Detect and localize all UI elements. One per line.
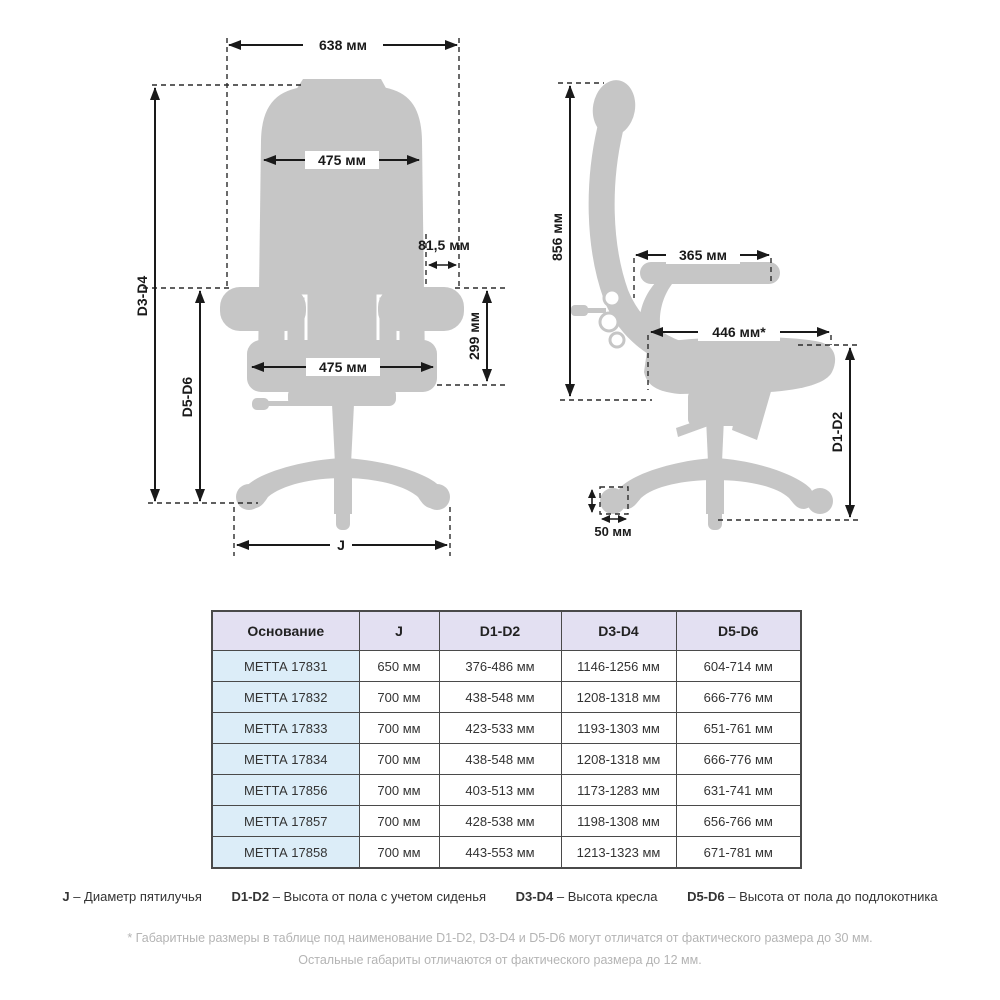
legend (0, 889, 1000, 904)
model-name: МЕТТА 17856 (212, 775, 359, 806)
value-j: 650 мм (359, 651, 439, 682)
footnote-line-2: Остальные габариты отличаются от фактического размера до 12 мм. (298, 953, 702, 967)
chair-height-code-label: D3-D4 (134, 275, 150, 317)
model-name: МЕТТА 17858 (212, 837, 359, 869)
dim-caster-label: 50 мм (594, 524, 632, 539)
value-d3d4: 1193-1303 мм (561, 713, 676, 744)
model-name: МЕТТА 17833 (212, 713, 359, 744)
value-j: 700 мм (359, 744, 439, 775)
footnote-line-1: * Габаритные размеры в таблице под наименование D1-D2, D3-D4 и D5-D6 могут отличатся от фактического размера до 30 мм. (127, 931, 873, 945)
value-d1d2: 438-548 мм (439, 682, 561, 713)
table-row (212, 682, 801, 713)
value-d5d6: 631-741 мм (676, 775, 801, 806)
model-name: МЕТТА 17834 (212, 744, 359, 775)
value-d1d2: 376-486 мм (439, 651, 561, 682)
dim-armrest-offset-label: 81,5 мм (418, 237, 470, 253)
value-d3d4: 1213-1323 мм (561, 837, 676, 869)
col-header-base: Основание (212, 611, 359, 651)
value-d3d4: 1208-1318 мм (561, 744, 676, 775)
value-j: 700 мм (359, 806, 439, 837)
front-view-chair-illustration (220, 79, 464, 530)
value-d3d4: 1173-1283 мм (561, 775, 676, 806)
table-row (212, 806, 801, 837)
table-header-row (212, 611, 801, 651)
value-d3d4: 1198-1308 мм (561, 806, 676, 837)
value-d5d6: 651-761 мм (676, 713, 801, 744)
legend-item-d1d2: D1-D2 – Высота от пола с учетом сиденья (231, 889, 487, 904)
legend-item-d5d6: D5-D6 – Высота от пола до подлокотника (687, 889, 938, 904)
value-d3d4: 1208-1318 мм (561, 682, 676, 713)
table-row (212, 744, 801, 775)
value-d1d2: 443-553 мм (439, 837, 561, 869)
value-j: 700 мм (359, 837, 439, 869)
dim-armrest-length-label: 365 мм (679, 247, 727, 263)
dim-top-width-label: 638 мм (319, 37, 367, 53)
col-header-j: J (359, 611, 439, 651)
legend-item-d3d4: D3-D4 – Высота кресла (515, 889, 658, 904)
side-view-chair-illustration (571, 77, 835, 530)
floor-to-seat-code-label: D1-D2 (829, 411, 845, 453)
col-header-d1d2: D1-D2 (439, 611, 561, 651)
value-j: 700 мм (359, 775, 439, 806)
value-d3d4: 1146-1256 мм (561, 651, 676, 682)
value-d5d6: 666-776 мм (676, 744, 801, 775)
table-row (212, 713, 801, 744)
value-d1d2: 423-533 мм (439, 713, 561, 744)
table-row (212, 837, 801, 869)
dim-backrest-width-label: 475 мм (318, 152, 366, 168)
dim-seat-width-label: 475 мм (319, 359, 367, 375)
dim-seat-depth-label: 446 мм* (712, 324, 766, 340)
dim-armrest-to-seat-label: 299 мм (466, 312, 482, 360)
dim-back-height-label: 856 мм (549, 213, 565, 261)
value-d5d6: 671-781 мм (676, 837, 801, 869)
model-name: МЕТТА 17857 (212, 806, 359, 837)
value-d5d6: 666-776 мм (676, 682, 801, 713)
col-header-d5d6: D5-D6 (676, 611, 801, 651)
value-j: 700 мм (359, 682, 439, 713)
legend-item-j: J – Диаметр пятилучья (62, 889, 202, 904)
value-d5d6: 604-714 мм (676, 651, 801, 682)
table-row (212, 775, 801, 806)
value-d5d6: 656-766 мм (676, 806, 801, 837)
floor-to-armrest-code-label: D5-D6 (179, 376, 195, 418)
value-j: 700 мм (359, 713, 439, 744)
base-diameter-code-label: J (337, 537, 345, 553)
model-name: МЕТТА 17832 (212, 682, 359, 713)
value-d1d2: 403-513 мм (439, 775, 561, 806)
value-d1d2: 428-538 мм (439, 806, 561, 837)
spec-table (211, 610, 802, 869)
table-row (212, 651, 801, 682)
col-header-d3d4: D3-D4 (561, 611, 676, 651)
model-name: МЕТТА 17831 (212, 651, 359, 682)
value-d1d2: 438-548 мм (439, 744, 561, 775)
